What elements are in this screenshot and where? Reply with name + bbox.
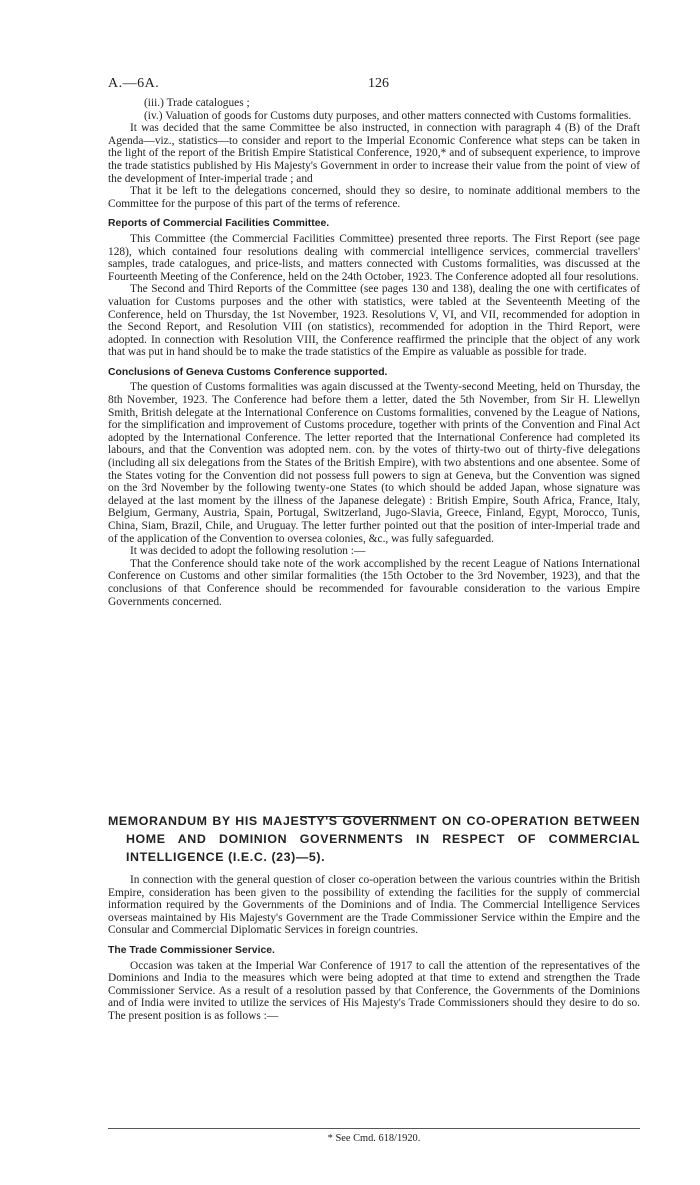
paragraph: It was decided to adopt the following resolution :— [130,545,366,558]
section-heading: Reports of Commercial Facilities Committee. [108,218,330,230]
paragraph: Occasion was taken at the Imperial War Conference of 1917 to call the attention of the representatives of the Dominions and India to the measures which were being adopted at that time to extend and strengthen the Trade Commissioner Service. As a result of a resolution passed by that Conference, the Governments of the Dominions and of India were invited to utilize the services of His Majesty's Trade Commissioners should they desire to do so. The present position is as follows :— [108,959,640,1022]
list-item: (iv.) Valuation of goods for Customs duty purposes, and other matters connected with Customs formalities. [144,109,632,122]
memorandum [108,812,640,1023]
document-code: A.—6A. [108,76,160,91]
resolution-paragraph: That the Conference should take note of the work accomplished by the recent League of Nations International Conference on Customs and other similar formalities (the 15th October to the 3rd November, 1923), and that the conclusions of that Conference should be recommended for favourable consideration to the various Empire Governments concerned. [108,557,640,608]
list-item: (iii.) Trade catalogues ; [144,97,250,109]
footnote-rule [108,1128,640,1129]
paragraph: In connection with the general question of closer co-operation between the various countries within the British Empire, consideration has been given to the possibility of extending the facilities for the supply of commercial information required by the Governments of the Dominions and of India. The Commercial Intelligence Services overseas maintained by His Majesty's Government are the Trade Commissioner Service within the Empire and the Consular and Commercial Diplomatic Services in foreign countries. [108,874,640,937]
page-number: 126 [368,76,389,91]
main-text [108,97,640,608]
paragraph: This Committee (the Commercial Facilities Committee) presented three reports. The First Report (see page 128), which contained four resolutions dealing with commercial intelligence services, commercial travellers' samples, trade catalogues, and price-lists, and matters connected with Customs formalities, was discussed at the Fourteenth Meeting of the Conference, held on the 24th October, 1923. The Conference adopted all four resolutions. [108,232,640,283]
section-heading: Conclusions of Geneva Customs Conference supported. [108,366,388,378]
paragraph: It was decided that the same Committee be also instructed, in connection with paragraph 4 (B) of the Draft Agenda—viz., statistics—to consider and report to the Imperial Economic Conference what steps can be taken in the light of the report of the British Empire Statistical Conference, 1920,* and of subsequent experience, to improve the trade statistics published by His Majesty's Government in order to increase their value from the point of view of the development of Inter-imperial trade ; and [108,122,640,185]
paragraph: The question of Customs formalities was again discussed at the Twenty-second Meeting, held on Thursday, the 8th November, 1923. The Conference had before them a letter, dated the 5th November, from Sir H. Llewellyn Smith, British delegate at the International Conference on Customs formalities, convened by the League of Nations, for the simplification and improvement of Customs procedure, together with prints of the Convention and Final Act adopted by the International Conference. The letter reported that the International Conference had completed its labours, and that the Convention was adopted nem. con. by the votes of thirty-two out of thirty-five delegations (including all six delegations from the States of the British Empire), with two abstentions and one absentee. Some of the States voting for the Convention did not possess full powers to sign at Geneva, but the Convention was signed on the 3rd November by the following twenty-one States (to which should be added Japan, whose signature was delayed at the last moment by the illness of the Japanese delegate) : British Empire, South Africa, France, Italy, Belgium, Germany, Austria, Spain, Portugal, Switzerland, Jugo-Slavia, Greece, Finland, Egypt, Morocco, Tunis, China, Siam, Brazil, Chile, and Uruguay. The letter further pointed out that the position of inter-Imperial trade and of the application of the Convention to oversea colonies, &c., was fully safeguarded. [108,381,640,545]
paragraph: That it be left to the delegations concerned, should they so desire, to nominate additional members to the Committee for the purpose of this part of the terms of reference. [108,185,640,210]
paragraph: The Second and Third Reports of the Committee (see pages 130 and 138), dealing the one with certificates of valuation for Customs purposes and the other with statistics, were tabled at the Seventeenth Meeting of the Conference, held on Thursday, the 1st November, 1923. Resolutions V, VI, and VII, recommended for adoption in the Second Report, and Resolution VIII (on statistics), recommended for adoption in the Third Report, were adopted. In connection with Resolution VIII, the Conference reaffirmed the principle that the object of any work that was put in hand should be to make the trade statistics of the Empire as valuable as possible for trade. [108,283,640,359]
section-heading: The Trade Commissioner Service. [108,944,275,956]
footnote: * See Cmd. 618/1920. [327,1133,421,1144]
memorandum-title: MEMORANDUM BY HIS MAJESTY'S GOVERNMENT ON CO-OPERATION BETWEEN HOME AND DOMINION GOVERNMENTS IN RESPECT OF COMMERCIAL INTELLIGENCE (I.E.C. (23)—5). [108,814,640,864]
